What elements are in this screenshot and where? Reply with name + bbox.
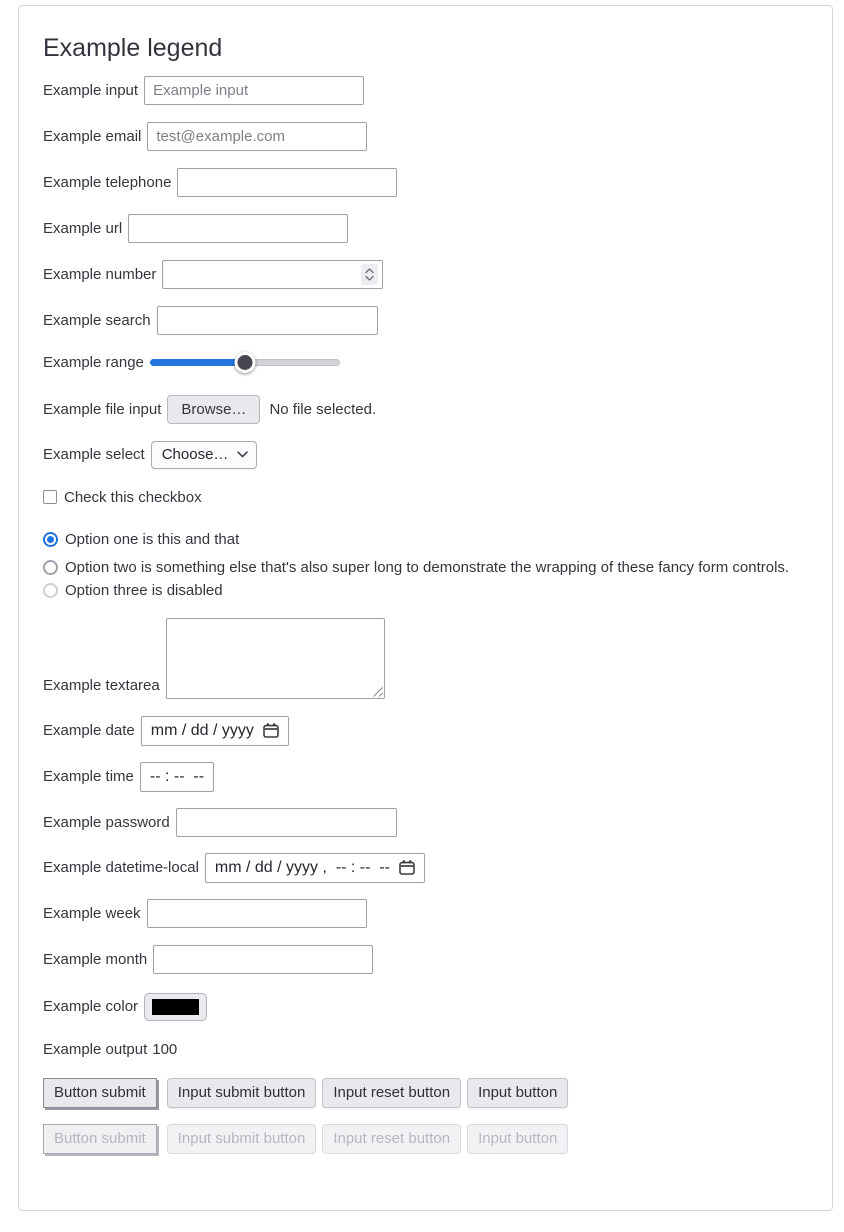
datetime-placeholder-value[interactable]: mm / dd / yyyy , -- : -- -- [214, 858, 391, 876]
example-email-label: Example email [43, 127, 142, 145]
example-search-label: Example search [43, 311, 151, 329]
checkbox[interactable] [43, 490, 57, 504]
example-datetime-local-label: Example datetime-local [43, 859, 199, 876]
input-reset-button[interactable]: Input reset button [322, 1078, 461, 1108]
browse-button[interactable]: Browse… [167, 395, 260, 424]
row-example-file [43, 395, 808, 424]
example-textarea-field[interactable] [166, 618, 385, 699]
file-status-text: No file selected. [269, 400, 377, 418]
example-month-label: Example month [43, 950, 148, 968]
row-radio-two [43, 556, 808, 580]
calendar-icon[interactable] [263, 723, 279, 738]
button-submit-disabled: Button submit [43, 1124, 157, 1154]
row-example-email [43, 122, 808, 151]
example-select-dropdown[interactable] [151, 441, 258, 469]
row-example-time [43, 762, 808, 792]
example-output-value: 100 [152, 1040, 178, 1058]
row-example-url [43, 214, 808, 243]
input-submit-button-disabled: Input submit button [167, 1124, 317, 1154]
radio-one-label[interactable]: Option one is this and that [65, 530, 240, 548]
example-fieldset [18, 5, 833, 1211]
example-input-label: Example input [43, 81, 139, 99]
example-week-label: Example week [43, 904, 141, 922]
example-month-field[interactable] [153, 945, 373, 974]
spinner-up-icon[interactable] [365, 268, 374, 274]
range-slider[interactable] [150, 352, 340, 373]
radio-option-one[interactable] [43, 532, 58, 547]
row-radio-one [43, 531, 808, 548]
example-textarea-label: Example textarea [43, 676, 160, 694]
range-thumb[interactable] [234, 352, 255, 373]
input-submit-button[interactable]: Input submit button [167, 1078, 317, 1108]
row-example-date [43, 716, 808, 746]
example-time-label: Example time [43, 768, 134, 785]
row-example-month [43, 945, 808, 974]
example-week-field[interactable] [147, 899, 367, 928]
row-example-telephone [43, 168, 808, 197]
number-spinner[interactable] [361, 264, 378, 285]
checkbox-label[interactable]: Check this checkbox [64, 488, 202, 506]
row-example-datetime-local [43, 853, 808, 883]
example-telephone-field[interactable] [177, 168, 397, 197]
fieldset-legend: Example legend [43, 34, 223, 62]
radio-option-two[interactable] [43, 560, 58, 575]
spinner-down-icon[interactable] [365, 275, 374, 281]
row-example-range [43, 352, 808, 373]
example-date-label: Example date [43, 722, 135, 739]
row-example-password [43, 808, 808, 837]
example-url-field[interactable] [128, 214, 348, 243]
date-placeholder-value[interactable]: mm / dd / yyyy [150, 721, 254, 739]
input-button[interactable]: Input button [467, 1078, 568, 1108]
example-email-field[interactable] [147, 122, 367, 151]
example-range-label: Example range [43, 353, 144, 371]
example-number-field[interactable] [162, 260, 383, 289]
example-file-label: Example file input [43, 400, 162, 418]
example-select-label: Example select [43, 446, 145, 463]
row-example-number [43, 260, 808, 289]
example-color-picker[interactable] [144, 993, 207, 1021]
input-button-disabled: Input button [467, 1124, 568, 1154]
row-example-color [43, 993, 808, 1021]
example-url-label: Example url [43, 219, 123, 237]
calendar-icon[interactable] [399, 860, 415, 875]
row-example-output [43, 1041, 808, 1058]
example-input-field[interactable] [144, 76, 364, 105]
radio-three-label: Option three is disabled [65, 581, 223, 599]
button-submit[interactable]: Button submit [43, 1078, 157, 1108]
example-date-field[interactable] [141, 716, 289, 746]
example-number-label: Example number [43, 265, 157, 283]
example-password-label: Example password [43, 813, 170, 831]
select-value: Choose… [161, 446, 229, 463]
example-telephone-label: Example telephone [43, 173, 172, 191]
input-reset-button-disabled: Input reset button [322, 1124, 461, 1154]
row-example-search [43, 306, 808, 335]
row-example-week [43, 899, 808, 928]
example-search-field[interactable] [157, 306, 378, 335]
button-row-enabled [43, 1078, 808, 1108]
row-example-select [43, 441, 808, 469]
color-swatch[interactable] [152, 999, 199, 1015]
button-row-disabled [43, 1124, 808, 1154]
example-password-field[interactable] [176, 808, 397, 837]
row-radio-three [43, 582, 808, 599]
example-time-field[interactable] [140, 762, 214, 792]
row-example-input [43, 76, 808, 105]
chevron-down-icon [237, 451, 248, 458]
example-output-label: Example output [43, 1040, 148, 1058]
radio-option-three [43, 583, 58, 598]
example-datetime-local-field[interactable] [205, 853, 425, 883]
row-example-textarea [43, 618, 808, 699]
row-checkbox [43, 489, 808, 506]
radio-two-label[interactable]: Option two is something else that's also super long to demonstrate the wrapping of these fancy form controls. [65, 558, 790, 576]
example-color-label: Example color [43, 998, 139, 1015]
time-placeholder-value[interactable]: -- : -- -- [149, 767, 205, 785]
range-fill [150, 359, 245, 366]
